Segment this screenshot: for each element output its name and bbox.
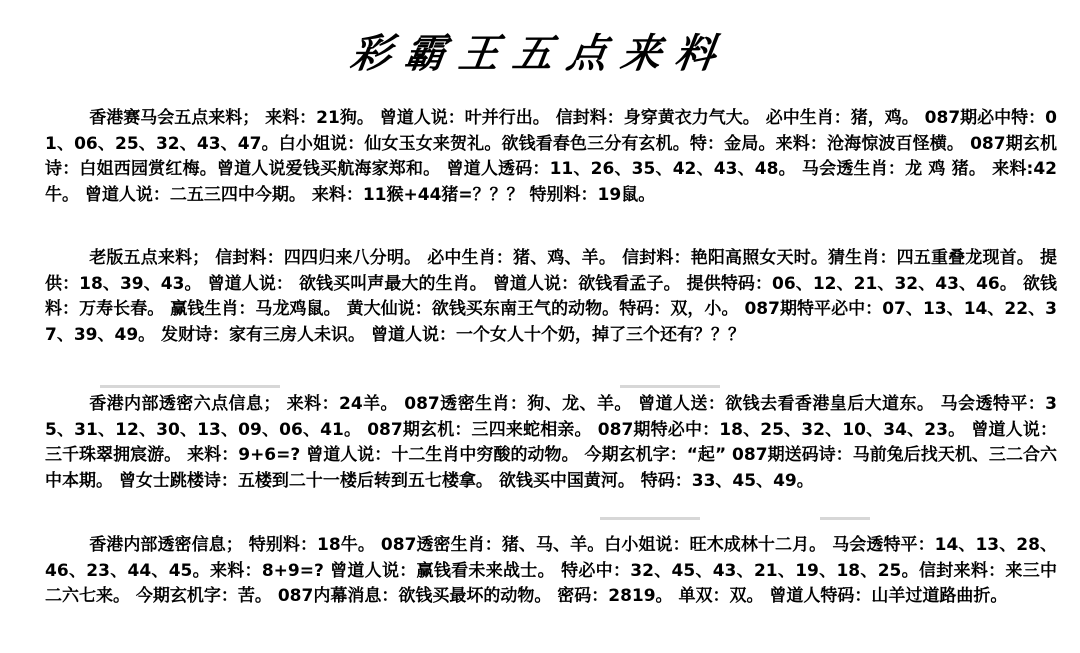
paragraph-hk-internal-info: 香港内部透密信息； 特别料：18牛。 087透密生肖：猪、马、羊。白小姐说：旺木成林十二月。 马会透特平：14、13、28、46、23、44、45。来料：8+9=? 曾道人说：赢钱看未来战士。 特必中：32、45、43、21、19、18、25。信封来料：来三中二六七来。 今期玄机字：苦。 087内幕消息：欲钱买最坏的动物。 密码：2819。 单双：双。 曾道人特码：山羊过道路曲折。 bbox=[45, 535, 1057, 606]
document-title: 彩霸王五点来料 bbox=[347, 30, 733, 77]
paragraph-hk-jockey-five-point: 香港赛马会五点来料； 来料：21狗。 曾道人说：叶并行出。 信封料：身穿黄衣力气大。 必中生肖：猪，鸡。 087期必中特：01、06、25、32、43、47。白小姐说：仙女玉女来贺礼。欲钱看春色三分有玄机。特：金局。来料：沧海惊波百怪横。 087期玄机诗：白姐西园赏红梅。曾道人说爱钱买航海家郑和。 曾道人透码：11、26、35、42、43、48。 马会透生肖：龙 鸡 猪。 来料:42牛。 曾道人说：二五三四中今期。 来料：11猴+44猪=？？？ 特别料：19鼠。 bbox=[45, 108, 1057, 205]
scan-artifact-line bbox=[100, 385, 280, 388]
paragraph-hk-internal-six-point: 香港内部透密六点信息； 来料：24羊。 087透密生肖：狗、龙、羊。 曾道人送：欲钱去看香港皇后大道东。 马会透特平：35、31、12、30、13、09、06、41。 087期玄机：三四来蛇相亲。 087期特必中：18、25、32、10、34、23。 曾道人说：三千珠翠拥宸游。 来料：9+6=? 曾道人说：十二生肖中穷酸的动物。 今期玄机字：“起” 087期送码诗：马前兔后找天机、三二合六中本期。 曾女士跳楼诗：五楼到二十一楼后转到五七楼拿。 欲钱买中国黄河。 特码：33、45、49。 bbox=[45, 394, 1057, 491]
scan-artifact-line bbox=[820, 517, 870, 520]
scan-artifact-line bbox=[620, 385, 720, 388]
scan-artifact-line bbox=[600, 517, 700, 520]
paragraph-old-edition-five-point: 老版五点来料； 信封料：四四归来八分明。 必中生肖：猪、鸡、羊。 信封料：艳阳高照女天时。猜生肖：四五重叠龙现首。 提供：18、39、43。 曾道人说： 欲钱买叫声最大的生肖。 曾道人说：欲钱看孟子。 提供特码：06、12、21、32、43、46。 欲钱料：万寿长春。 赢钱生肖：马龙鸡鼠。 黄大仙说：欲钱买东南王气的动物。特码：双，小。 087期特平必中：07、13、14、22、37、39、49。 发财诗：家有三房人未识。 曾道人说：一个女人十个奶，掉了三个还有？？？ bbox=[45, 248, 1057, 345]
